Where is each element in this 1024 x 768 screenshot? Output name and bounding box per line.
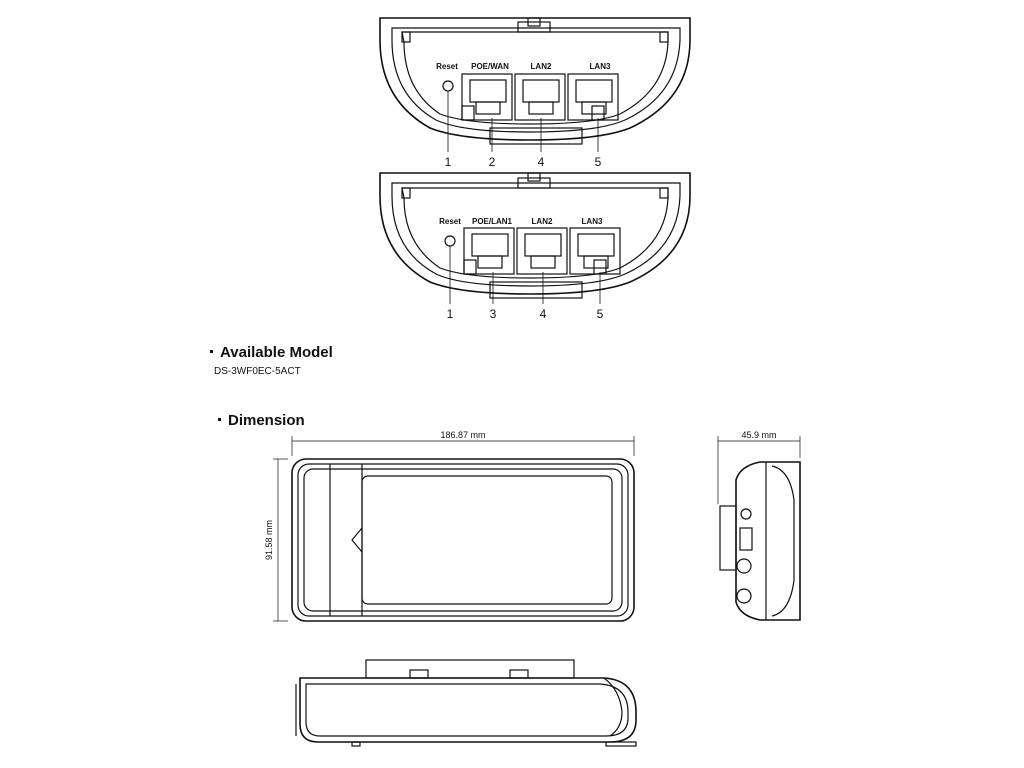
callout-bottom-1: 1	[446, 307, 454, 321]
dimension-heading-text: Dimension	[228, 412, 305, 429]
reset-label-top: Reset	[436, 62, 458, 71]
reset-hole-top	[443, 81, 453, 91]
port-label-top-3: LAN3	[589, 62, 611, 71]
rj45-port-bottom-2	[517, 228, 567, 274]
reset-label-bottom: Reset	[439, 217, 461, 226]
rj45-port-top-1	[462, 74, 512, 120]
port-panel-bottom	[380, 173, 690, 304]
rj45-port-bottom-1	[464, 228, 514, 274]
width-dimension: 186.87 mm	[440, 430, 486, 440]
depth-dimension: 45.9 mm	[741, 430, 777, 440]
rj45-port-top-2	[515, 74, 565, 120]
bullet-icon	[218, 418, 221, 421]
callout-top-3: 4	[537, 155, 545, 169]
bottom-view-drawing	[296, 660, 636, 746]
port-label-bottom-3: LAN3	[581, 217, 603, 226]
model-number: DS-3WF0EC-5ACT	[214, 366, 301, 377]
rj45-port-bottom-3	[570, 228, 620, 274]
height-dimension: 91.58 mm	[264, 519, 274, 561]
port-label-bottom-2: LAN2	[531, 217, 553, 226]
available-model-heading	[210, 344, 333, 361]
rj45-port-top-3	[568, 74, 618, 120]
reset-hole-bottom	[445, 236, 455, 246]
callout-top-4: 5	[594, 155, 602, 169]
callout-bottom-3: 4	[539, 307, 547, 321]
dimension-heading	[218, 412, 305, 429]
callout-bottom-4: 5	[596, 307, 604, 321]
bullet-icon	[210, 350, 213, 353]
available-model-heading-text: Available Model	[220, 344, 333, 361]
callout-bottom-2: 3	[489, 307, 497, 321]
callout-top-2: 2	[488, 155, 496, 169]
port-label-bottom-1: POE/LAN1	[471, 217, 513, 226]
front-view-drawing	[273, 436, 634, 621]
side-view-drawing	[718, 436, 800, 620]
callout-top-1: 1	[444, 155, 452, 169]
port-label-top-1: POE/WAN	[471, 62, 509, 71]
port-panel-top	[380, 18, 690, 152]
port-label-top-2: LAN2	[530, 62, 552, 71]
